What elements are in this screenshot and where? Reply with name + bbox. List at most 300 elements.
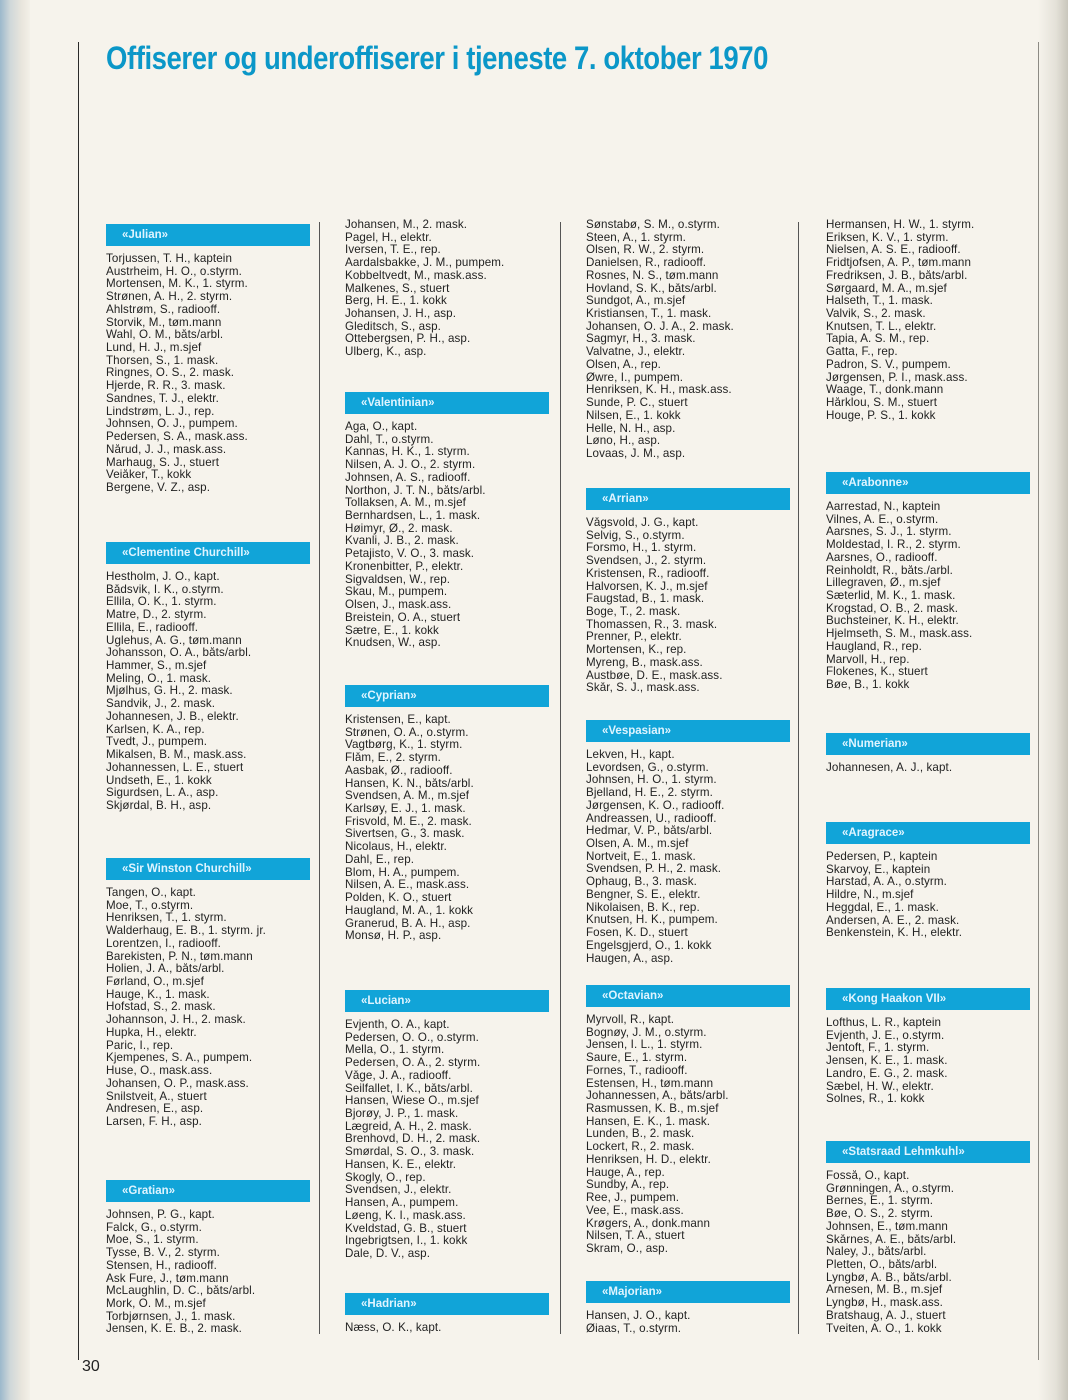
column-divider bbox=[560, 222, 561, 1334]
crew-entry: Petajisto, V. O., 3. mask. bbox=[345, 548, 475, 561]
crew-entry: Lindstrøm, L. J., rep. bbox=[106, 405, 215, 418]
crew-entry: Henriksen, T., 1. styrm. bbox=[106, 912, 227, 925]
crew-entry: Forsmo, H., 1. styrm. bbox=[586, 542, 697, 555]
crew-entry: Karlsen, K. A., rep. bbox=[106, 723, 205, 736]
crew-entry: Bratshaug, A. J., stuert bbox=[826, 1309, 946, 1322]
crew-list bbox=[106, 1209, 310, 1336]
crew-entry: Bernhardsen, L., 1. mask. bbox=[345, 510, 481, 523]
crew-entry: Veiåker, T., kokk bbox=[106, 469, 192, 482]
crew-entry: Mork, O. M., m.sjef bbox=[106, 1298, 206, 1311]
crew-entry: Vee, E., mask.ass. bbox=[586, 1204, 684, 1217]
crew-entry: Grønningen, A., o.styrm. bbox=[826, 1182, 955, 1195]
crew-entry: Pedersen, P., kaptein bbox=[826, 851, 938, 863]
crew-entry: Svendsen, A. M., m.sjef bbox=[345, 790, 470, 803]
crew-entry: Lockert, R., 2. mask. bbox=[586, 1141, 695, 1154]
crew-entry: Storvik, M., tøm.mann bbox=[106, 316, 222, 329]
crew-entry: Walderhaug, E. B., 1. styrm. jr. bbox=[106, 925, 266, 938]
crew-entry: Rasmussen, K. B., m.sjef bbox=[586, 1103, 719, 1116]
crew-entry: Evjenth, O. A., kapt. bbox=[345, 1019, 450, 1031]
crew-entry: Vågsvold, J. G., kapt. bbox=[586, 517, 699, 529]
crew-entry: Nicolaus, H., elektr. bbox=[345, 841, 447, 854]
crew-entry: Jensen, K. E. B., 2. mask. bbox=[106, 1323, 242, 1336]
crew-entry: Wahl, O. M., båts/arbl. bbox=[106, 329, 224, 342]
crew-entry: Andreassen, U., radiooff. bbox=[586, 812, 717, 825]
crew-entry: Knutsen, T. L., elektr. bbox=[826, 320, 937, 333]
ship-section bbox=[826, 988, 1030, 1106]
crew-entry: Tvedt, J., pumpem. bbox=[106, 736, 208, 749]
crew-list bbox=[106, 887, 310, 1129]
crew-entry: Monsø, H. P., asp. bbox=[345, 930, 442, 943]
crew-entry: Mortensen, K., rep. bbox=[586, 644, 687, 657]
crew-entry: Thorsen, S., 1. mask. bbox=[106, 354, 219, 367]
crew-entry: Halseth, T., 1. mask. bbox=[826, 295, 933, 308]
crew-entry: Padron, S. V., pumpem. bbox=[826, 358, 951, 371]
page-edge-shadow bbox=[1038, 0, 1068, 1400]
crew-entry: Sandnes, T. J., elektr. bbox=[106, 392, 219, 405]
crew-entry: Sagmyr, H., 3. mask. bbox=[586, 333, 696, 346]
crew-entry: Hårklou, S. M., stuert bbox=[826, 397, 938, 410]
crew-entry: Haugen, A., asp. bbox=[586, 952, 674, 965]
crew-entry: Fosen, K. D., stuert bbox=[586, 927, 688, 940]
crew-entry: Kronenbitter, P., elektr. bbox=[345, 560, 464, 573]
crew-entry: Evjenth, J. E., o.styrm. bbox=[826, 1029, 945, 1042]
crew-entry: Lofthus, L. R., kaptein bbox=[826, 1017, 942, 1029]
crew-entry: Henriksen, H. D., elektr. bbox=[586, 1153, 711, 1166]
crew-entry: Undseth, E., 1. kokk bbox=[106, 774, 212, 787]
crew-entry: Jensen, I. L., 1. styrm. bbox=[586, 1039, 703, 1052]
crew-entry: Johnsen, E., tøm.mann bbox=[826, 1220, 948, 1233]
crew-entry: Johansen, O. P., mask.ass. bbox=[106, 1077, 249, 1090]
crew-entry: Skårnes, A. E., båts/arbl. bbox=[826, 1233, 957, 1246]
crew-entry: Paric, I., rep. bbox=[106, 1039, 174, 1052]
crew-entry: Aga, O., kapt. bbox=[345, 421, 418, 433]
crew-entry: Kristiansen, T., 1. mask. bbox=[586, 308, 712, 321]
crew-entry: Danielsen, R., radiooff. bbox=[586, 257, 707, 270]
ship-section bbox=[586, 985, 790, 1256]
ship-name-banner: «Arabonne» bbox=[826, 472, 1030, 494]
crew-entry: Hansen, A., pumpem. bbox=[345, 1197, 459, 1210]
ship-section bbox=[826, 822, 1030, 940]
crew-entry: Nielsen, A. S. E., radiooff. bbox=[826, 244, 961, 257]
crew-entry: Jørgensen, K. O., radiooff. bbox=[586, 799, 725, 812]
crew-entry: Haugland, R., rep. bbox=[826, 640, 922, 653]
crew-entry: Sandvik, J., 2. mask. bbox=[106, 698, 216, 711]
crew-entry: Tangen, O., kapt. bbox=[106, 887, 196, 899]
crew-entry: Stensen, H., radiooff. bbox=[106, 1259, 217, 1272]
left-page-rule bbox=[78, 42, 79, 1360]
ship-name-banner: «Hadrian» bbox=[345, 1293, 549, 1315]
crew-entry: Hofstad, S., 2. mask. bbox=[106, 1001, 216, 1014]
crew-entry: Hansen, K. N., båts/arbl. bbox=[345, 777, 474, 790]
ship-section bbox=[106, 224, 310, 495]
crew-list bbox=[106, 571, 310, 813]
crew-list bbox=[345, 714, 549, 943]
crew-entry: Tollaksen, A. M., m.sjef bbox=[345, 497, 466, 510]
crew-entry: Sigurdsen, L. A., asp. bbox=[106, 787, 219, 800]
crew-entry: Valvatne, J., elektr. bbox=[586, 346, 686, 359]
ship-section bbox=[345, 392, 549, 650]
crew-entry: Skogly, O., rep. bbox=[345, 1171, 426, 1184]
crew-entry: Larsen, F. H., asp. bbox=[106, 1115, 202, 1128]
crew-entry: Hovland, S. K., båts/arbl. bbox=[586, 282, 717, 295]
crew-entry: Aarsnes, S. J., 1. styrm. bbox=[826, 526, 952, 539]
crew-entry: Svendsen, P. H., 2. mask. bbox=[586, 863, 722, 876]
ship-name-banner: «Octavian» bbox=[586, 985, 790, 1007]
crew-entry: Bergene, V. Z., asp. bbox=[106, 481, 211, 494]
crew-entry: Huse, O., mask.ass. bbox=[106, 1065, 213, 1078]
ship-name-banner: «Numerian» bbox=[826, 733, 1030, 755]
crew-list bbox=[826, 762, 1030, 775]
crew-entry: Høimyr, Ø., 2. mask. bbox=[345, 522, 453, 535]
ship-section bbox=[345, 685, 549, 943]
crew-entry: Johannesen, J. B., elektr. bbox=[106, 710, 239, 723]
crew-entry: Saure, E., 1. styrm. bbox=[586, 1052, 688, 1065]
crew-entry: Buchsteiner, K. H., elektr. bbox=[826, 615, 959, 628]
crew-entry: Hansen, J. O., kapt. bbox=[586, 1310, 691, 1322]
crew-list bbox=[345, 1019, 549, 1261]
crew-entry: Ahlstrøm, S., radiooff. bbox=[106, 303, 221, 316]
crew-list bbox=[826, 851, 1030, 940]
crew-entry: Johansson, O. A., båts/arbl. bbox=[106, 647, 252, 660]
crew-list bbox=[345, 219, 549, 359]
crew-entry: Sønstabø, S. M., o.styrm. bbox=[586, 219, 720, 231]
crew-entry: Thomassen, R., 3. mask. bbox=[586, 618, 718, 631]
crew-entry: Marhaug, S. J., stuert bbox=[106, 456, 220, 469]
crew-entry: Kjempenes, S. A., pumpem. bbox=[106, 1052, 253, 1065]
crew-entry: Frisvold, M. E., 2. mask. bbox=[345, 815, 472, 828]
ship-section bbox=[345, 1293, 549, 1335]
crew-entry: Estensen, H., tøm.mann bbox=[586, 1077, 714, 1090]
crew-entry: Flåm, E., 2. styrm. bbox=[345, 752, 441, 765]
ship-name-banner: «Vespasian» bbox=[586, 720, 790, 742]
ship-name-banner: «Statsraad Lehmkuhl» bbox=[826, 1141, 1030, 1163]
page-title: Offiserer og underoffiserer i tjeneste 7. oktober 1970 bbox=[106, 40, 768, 76]
crew-entry: Fredriksen, J. B., båts/arbl. bbox=[826, 269, 968, 282]
crew-entry: Bognøy, J. M., o.styrm. bbox=[586, 1026, 707, 1039]
crew-entry: Hammer, S., m.sjef bbox=[106, 660, 207, 673]
crew-entry: Malkenes, S., stuert bbox=[345, 282, 450, 295]
column-divider bbox=[798, 222, 799, 1334]
crew-entry: Løno, H., asp. bbox=[586, 435, 661, 448]
crew-entry: Skram, O., asp. bbox=[586, 1242, 669, 1255]
crew-entry: Rosnes, N. S., tøm.mann bbox=[586, 269, 719, 282]
crew-list bbox=[345, 421, 549, 650]
crew-entry: Strønen, O. A., o.styrm. bbox=[345, 726, 469, 739]
crew-entry: Sundgot, A., m.sjef bbox=[586, 295, 686, 308]
ship-name-banner: «Valentinian» bbox=[345, 392, 549, 414]
crew-entry: Matre, D., 2. styrm. bbox=[106, 609, 207, 622]
crew-entry: Hedmar, V. P., båts/arbl. bbox=[586, 825, 713, 838]
crew-entry: Olsen, A., rep. bbox=[586, 358, 661, 371]
crew-entry: Johansen, J. H., asp. bbox=[345, 308, 457, 321]
crew-entry: Pedersen, O. O., o.styrm. bbox=[345, 1031, 479, 1044]
crew-entry: Iversen, T. E., rep. bbox=[345, 244, 441, 257]
ship-name-banner: «Majorian» bbox=[586, 1281, 790, 1303]
crew-entry: Andresen, E., asp. bbox=[106, 1103, 204, 1116]
crew-entry: Vagtbørg, K., 1. styrm. bbox=[345, 739, 463, 752]
crew-entry: Breistein, O. A., stuert bbox=[345, 611, 461, 624]
crew-entry: Torbjørnsen, J., 1. mask. bbox=[106, 1310, 236, 1323]
ship-section bbox=[586, 219, 790, 461]
crew-entry: Ophaug, B., 3. mask. bbox=[586, 876, 697, 889]
crew-entry: Ulberg, K., asp. bbox=[345, 346, 427, 359]
crew-entry: Kristensen, E., kapt. bbox=[345, 714, 451, 726]
ship-name-banner: «Sir Winston Churchill» bbox=[106, 858, 310, 880]
ship-section bbox=[826, 219, 1030, 423]
crew-entry: Hermansen, H. W., 1. styrm. bbox=[826, 219, 975, 231]
crew-entry: Nilsen, A. E., mask.ass. bbox=[345, 879, 470, 892]
ship-section bbox=[345, 219, 549, 359]
crew-entry: Jørgensen, P. I., mask.ass. bbox=[826, 371, 968, 384]
crew-entry: Sætre, E., 1. kokk bbox=[345, 624, 439, 637]
crew-entry: Prenner, P., elektr. bbox=[586, 631, 682, 644]
crew-entry: Krøgers, A., donk.mann bbox=[586, 1217, 710, 1230]
crew-entry: Naley, J., båts/arbl. bbox=[826, 1246, 927, 1259]
crew-entry: Kvanli, J. B., 2. mask. bbox=[345, 535, 459, 548]
crew-entry: Jensen, K. E., 1. mask. bbox=[826, 1055, 948, 1068]
crew-entry: Nilsen, T. A., stuert bbox=[586, 1230, 685, 1243]
ship-name-banner: «Lucian» bbox=[345, 990, 549, 1012]
crew-entry: Snilstveit, A., stuert bbox=[106, 1090, 207, 1103]
ship-name-banner: «Kong Haakon VII» bbox=[826, 988, 1030, 1010]
crew-entry: Valvik, S., 2. mask. bbox=[826, 308, 926, 321]
crew-entry: Levordsen, G., o.styrm. bbox=[586, 761, 709, 774]
crew-entry: Uglehus, A. G., tøm.mann bbox=[106, 634, 242, 647]
ship-name-banner: «Gratian» bbox=[106, 1180, 310, 1202]
crew-entry: Selvig, S., o.styrm. bbox=[586, 529, 685, 542]
crew-entry: Dahl, T., o.styrm. bbox=[345, 433, 434, 446]
crew-entry: Nilsen, A. J. O., 2. styrm. bbox=[345, 459, 476, 472]
crew-entry: Boge, T., 2. mask. bbox=[586, 606, 681, 619]
ship-name-banner: «Aragrace» bbox=[826, 822, 1030, 844]
ship-section bbox=[106, 1180, 310, 1336]
page-binding-shadow bbox=[0, 0, 30, 1400]
crew-entry: Johannessen, L. E., stuert bbox=[106, 761, 244, 774]
crew-entry: Tysse, B. V., 2. styrm. bbox=[106, 1247, 220, 1260]
crew-entry: Harstad, A. A., o.styrm. bbox=[826, 876, 947, 889]
crew-entry: Hauge, K., 1. mask. bbox=[106, 988, 210, 1001]
crew-entry: Lillegraven, Ø., m.sjef bbox=[826, 577, 941, 590]
crew-entry: Øwre, I., pumpem. bbox=[586, 371, 684, 384]
crew-entry: Aasbak, Ø., radiooff. bbox=[345, 764, 453, 777]
crew-entry: Næss, O. K., kapt. bbox=[345, 1322, 442, 1334]
crew-entry: Lægreid, A. H., 2. mask. bbox=[345, 1120, 472, 1133]
crew-entry: Johannesen, A. J., kapt. bbox=[826, 762, 953, 774]
crew-entry: Vilnes, A. E., o.styrm. bbox=[826, 513, 939, 526]
ship-section bbox=[106, 858, 310, 1129]
crew-entry: Svendsen, J., 2. styrm. bbox=[586, 555, 707, 568]
crew-entry: Løeng, K. I., mask.ass. bbox=[345, 1209, 466, 1222]
crew-entry: Northon, J. T. N., båts/arbl. bbox=[345, 484, 486, 497]
crew-entry: Aarsnes, O., radiooff. bbox=[826, 551, 938, 564]
crew-entry: Tapia, A. S. M., rep. bbox=[826, 333, 930, 346]
crew-entry: Lyngbø, A. B., båts/arbl. bbox=[826, 1271, 952, 1284]
crew-entry: Knudsen, W., asp. bbox=[345, 637, 441, 650]
crew-entry: Hildre, N., m.sjef bbox=[826, 889, 914, 902]
crew-entry: Bjelland, H. E., 2. styrm. bbox=[586, 787, 713, 800]
ship-name-banner: «Cyprian» bbox=[345, 685, 549, 707]
crew-entry: Heggdal, E., 1. mask. bbox=[826, 901, 939, 914]
crew-entry: Aardalsbakke, J. M., pumpem. bbox=[345, 257, 505, 270]
crew-entry: Svendsen, J., elektr. bbox=[345, 1184, 452, 1197]
crew-entry: Eriksen, K. V., 1. styrm. bbox=[826, 231, 949, 244]
crew-entry: Hansen, Wiese O., m.sjef bbox=[345, 1095, 479, 1108]
crew-entry: Kobbeltvedt, M., mask.ass. bbox=[345, 269, 487, 282]
crew-list bbox=[106, 253, 310, 495]
crew-entry: Johansen, O. J. A., 2. mask. bbox=[586, 320, 734, 333]
crew-entry: Mella, O., 1. styrm. bbox=[345, 1044, 445, 1057]
crew-entry: Holien, J. A., båts/arbl. bbox=[106, 963, 225, 976]
crew-entry: Helle, N. H., asp. bbox=[586, 422, 676, 435]
crew-entry: Tveiten, A. O., 1. kokk bbox=[826, 1322, 942, 1335]
crew-entry: Fosså, O., kapt. bbox=[826, 1170, 910, 1182]
crew-entry: Pagel, H., elektr. bbox=[345, 231, 432, 244]
crew-entry: Lund, H. J., m.sjef bbox=[106, 342, 202, 355]
crew-entry: Flokenes, K., stuert bbox=[826, 666, 928, 679]
crew-entry: Myreng, B., mask.ass. bbox=[586, 656, 703, 669]
crew-entry: Sæterlid, M. K., 1. mask. bbox=[826, 590, 956, 603]
crew-entry: Sundby, A., rep. bbox=[586, 1179, 670, 1192]
crew-entry: Steen, A., 1. styrm. bbox=[586, 231, 686, 244]
crew-entry: Øiaas, T., o.styrm. bbox=[586, 1322, 682, 1335]
crew-entry: Austrheim, H. O., o.styrm. bbox=[106, 265, 242, 278]
crew-list bbox=[586, 219, 790, 461]
crew-entry: Pletten, O., båts/arbl. bbox=[826, 1259, 938, 1272]
ship-name-banner: «Clementine Churchill» bbox=[106, 542, 310, 564]
crew-entry: Skarvoy, E., kaptein bbox=[826, 863, 931, 876]
crew-entry: Dale, D. V., asp. bbox=[345, 1247, 431, 1260]
crew-entry: Sunde, P. C., stuert bbox=[586, 397, 688, 410]
crew-entry: Blom, H. A., pumpem. bbox=[345, 866, 460, 879]
crew-entry: Kannas, H. K., 1. styrm. bbox=[345, 446, 470, 459]
crew-entry: Bøe, B., 1. kokk bbox=[826, 679, 910, 692]
crew-entry: Fornes, T., radiooff. bbox=[586, 1064, 688, 1077]
crew-entry: Mikalsen, B. M., mask.ass. bbox=[106, 749, 247, 762]
crew-entry: Bådsvik, I. K., o.styrm. bbox=[106, 583, 224, 596]
crew-entry: Krogstad, O. B., 2. mask. bbox=[826, 602, 959, 615]
crew-entry: Moe, S., 1. styrm. bbox=[106, 1234, 199, 1247]
crew-entry: Lunden, B., 2. mask. bbox=[586, 1128, 695, 1141]
crew-entry: Landro, E. G., 2. mask. bbox=[826, 1067, 948, 1080]
crew-entry: Johannson, J. H., 2. mask. bbox=[106, 1014, 246, 1027]
crew-entry: Karlsøy, E. J., 1. mask. bbox=[345, 803, 466, 816]
crew-entry: Dahl, E., rep. bbox=[345, 853, 415, 866]
crew-entry: Knutsen, H. K., pumpem. bbox=[586, 914, 718, 927]
crew-list bbox=[826, 219, 1030, 423]
crew-entry: Houge, P. S., 1. kokk bbox=[826, 409, 936, 422]
crew-entry: Haugland, M. A., 1. kokk bbox=[345, 904, 474, 917]
crew-list bbox=[586, 1014, 790, 1256]
crew-entry: Seilfallet, I. K., båts/arbl. bbox=[345, 1082, 473, 1095]
crew-entry: Reinholdt, R., båts./arbl. bbox=[826, 564, 953, 577]
crew-entry: Hauge, A., rep. bbox=[586, 1166, 665, 1179]
crew-entry: Hansen, E. K., 1. mask. bbox=[586, 1115, 711, 1128]
crew-list bbox=[826, 1017, 1030, 1106]
crew-entry: Moe, T., o.styrm. bbox=[106, 899, 194, 912]
crew-entry: Berg, H. E., 1. kokk bbox=[345, 295, 447, 308]
crew-entry: Moldestad, I. R., 2. styrm. bbox=[826, 539, 961, 552]
crew-entry: Ellila, O. K., 1. styrm. bbox=[106, 596, 217, 609]
crew-entry: Mjølhus, G. H., 2. mask. bbox=[106, 685, 233, 698]
crew-entry: Olsen, A. M., m.sjef bbox=[586, 838, 689, 851]
crew-entry: Førland, O., m.sjef bbox=[106, 976, 204, 989]
ship-section bbox=[586, 720, 790, 965]
crew-entry: Strønen, A. H., 2. styrm. bbox=[106, 291, 233, 304]
crew-entry: Lyngbø, H., mask.ass. bbox=[826, 1297, 944, 1310]
ship-section bbox=[826, 1141, 1030, 1335]
crew-entry: Jentoft, F., 1. styrm. bbox=[826, 1042, 930, 1055]
crew-entry: Benkenstein, K. H., elektr. bbox=[826, 927, 963, 940]
crew-entry: Bernes, E., 1. styrm. bbox=[826, 1195, 934, 1208]
crew-entry: Skau, M., pumpem. bbox=[345, 586, 448, 599]
crew-entry: Bjorøy, J. P., 1. mask. bbox=[345, 1108, 459, 1121]
right-page-rule bbox=[1038, 42, 1039, 1360]
crew-entry: Ingebrigtsen, I., 1. kokk bbox=[345, 1235, 468, 1248]
crew-entry: Meling, O., 1. mask. bbox=[106, 672, 212, 685]
crew-entry: Gatta, F., rep. bbox=[826, 346, 898, 359]
crew-entry: Hestholm, J. O., kapt. bbox=[106, 571, 220, 583]
crew-entry: Sivertsen, G., 3. mask. bbox=[345, 828, 465, 841]
ship-section bbox=[345, 990, 549, 1261]
crew-entry: Lekven, H., kapt. bbox=[586, 749, 675, 761]
crew-entry: Nårud, J. J., mask.ass. bbox=[106, 443, 227, 456]
crew-entry: Aarrestad, N., kaptein bbox=[826, 501, 941, 513]
crew-entry: Bengner, S. E., elektr. bbox=[586, 888, 701, 901]
crew-entry: Olsen, J., mask.ass. bbox=[345, 599, 452, 612]
crew-entry: Skår, S. J., mask.ass. bbox=[586, 682, 700, 695]
crew-entry: Torjussen, T. H., kaptein bbox=[106, 253, 233, 265]
crew-entry: Hjerde, R. R., 3. mask. bbox=[106, 380, 226, 393]
ship-section bbox=[106, 542, 310, 813]
crew-entry: Arnesen, M. B., m.sjef bbox=[826, 1284, 943, 1297]
crew-entry: Johansen, M., 2. mask. bbox=[345, 219, 468, 231]
crew-entry: Austbøe, D. E., mask.ass. bbox=[586, 669, 723, 682]
crew-entry: Våge, J. A., radiooff. bbox=[345, 1069, 452, 1082]
crew-entry: Waage, T., donk.mann bbox=[826, 384, 944, 397]
crew-entry: Solnes, R., 1. kokk bbox=[826, 1093, 925, 1106]
crew-entry: Ree, J., pumpem. bbox=[586, 1192, 680, 1205]
ship-name-banner: «Julian» bbox=[106, 224, 310, 246]
ship-section bbox=[826, 472, 1030, 692]
crew-entry: Johnsen, O. J., pumpem. bbox=[106, 418, 238, 431]
ship-section bbox=[586, 488, 790, 695]
crew-entry: Henriksen, K. H., mask.ass. bbox=[586, 384, 732, 397]
crew-entry: Myrvoll, R., kapt. bbox=[586, 1014, 675, 1026]
crew-list bbox=[586, 1310, 790, 1335]
crew-entry: Barekisten, P. N., tøm.mann bbox=[106, 950, 253, 963]
crew-entry: Johnsen, H. O., 1. styrm. bbox=[586, 774, 717, 787]
crew-entry: Ellila, E., radiooff. bbox=[106, 621, 199, 634]
crew-entry: Bøe, O. S., 2. styrm. bbox=[826, 1208, 934, 1221]
crew-entry: Gleditsch, S., asp. bbox=[345, 320, 441, 333]
crew-entry: Ottebergsen, P. H., asp. bbox=[345, 333, 471, 346]
crew-entry: Ringnes, O. S., 2. mask. bbox=[106, 367, 235, 380]
crew-entry: Sørgaard, M. A., m.sjef bbox=[826, 282, 947, 295]
crew-entry: Lovaas, J. M., asp. bbox=[586, 447, 686, 460]
crew-entry: Johannessen, A., båts/arbl. bbox=[586, 1090, 729, 1103]
crew-entry: Engelsgjerd, O., 1. kokk bbox=[586, 939, 712, 952]
crew-entry: Sigvaldsen, W., rep. bbox=[345, 573, 451, 586]
crew-entry: Sæbel, H. W., elektr. bbox=[826, 1080, 934, 1093]
crew-entry: Faugstad, B., 1. mask. bbox=[586, 593, 705, 606]
column-divider bbox=[319, 222, 320, 1334]
crew-entry: Mortensen, M. K., 1. styrm. bbox=[106, 278, 248, 291]
crew-entry: Hjelmseth, S. M., mask.ass. bbox=[826, 628, 973, 641]
ship-section bbox=[586, 1281, 790, 1335]
crew-entry: Kveldstad, G. B., stuert bbox=[345, 1222, 467, 1235]
crew-entry: Granerud, B. A. H., asp. bbox=[345, 917, 471, 930]
crew-list bbox=[345, 1322, 549, 1335]
